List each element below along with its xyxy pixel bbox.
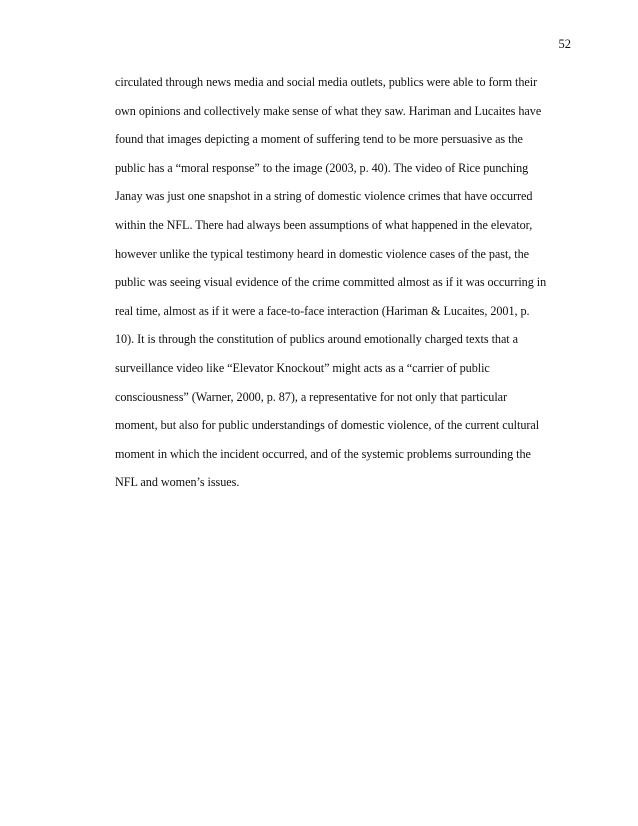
paragraph-line-7: however unlike the typical testimony heard in domestic violence cases of the past, the <box>115 246 530 261</box>
paragraph-line-10: 10). It is through the constitution of publics around emotionally charged texts that a <box>115 332 519 347</box>
paragraph-line-13: moment, but also for public understandings of domestic violence, of the current cultural <box>115 418 540 433</box>
body-paragraph <box>115 68 575 497</box>
paragraph-line-1: circulated through news media and social media outlets, publics were able to form their <box>115 75 538 89</box>
paragraph-line-5: Janay was just one snapshot in a string of domestic violence crimes that have occurred <box>115 189 533 204</box>
paragraph-line-15: NFL and women’s issues. <box>115 475 240 490</box>
paragraph-line-3: found that images depicting a moment of suffering tend to be more persuasive as the <box>115 132 523 147</box>
paragraph-line-2: own opinions and collectively make sense of what they saw. Hariman and Lucaites have <box>115 103 542 118</box>
paragraph-line-14: moment in which the incident occurred, and of the systemic problems surrounding the <box>115 446 531 461</box>
page-number: 52 <box>558 37 571 51</box>
paragraph-line-12: consciousness” (Warner, 2000, p. 87), a representative for not only that particular <box>115 389 508 404</box>
paragraph-line-9: real time, almost as if it were a face-to-face interaction (Hariman & Lucaites, 2001, p. <box>115 303 530 318</box>
paragraph-line-8: public was seeing visual evidence of the crime committed almost as if it was occurring in <box>115 275 547 290</box>
paragraph-line-4: public has a “moral response” to the image (2003, p. 40). The video of Rice punching <box>115 160 529 175</box>
paragraph-line-11: surveillance video like “Elevator Knockout” might acts as a “carrier of public <box>115 360 490 375</box>
paragraph-line-6: within the NFL. There had always been assumptions of what happened in the elevator, <box>115 217 533 232</box>
